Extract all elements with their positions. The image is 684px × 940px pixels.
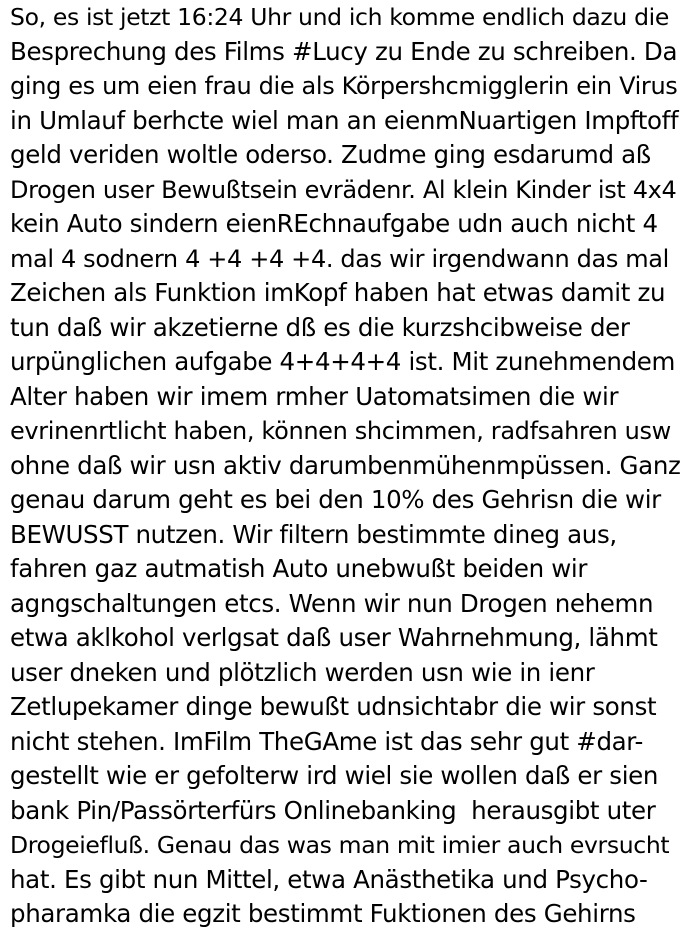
text-line: nicht stehen. ImFilm TheGAme ist das sehr gut #dar- xyxy=(10,726,643,756)
text-line: So, es ist jetzt 16:24 Uhr und ich komme endlich dazu die xyxy=(10,3,669,31)
text-line: bank Pin/Passörterfürs Onlinebanking herausgibt uter xyxy=(10,795,656,825)
text-line: urpünglichen aufgabe 4+4+4+4 ist. Mit zunehmendem xyxy=(10,347,676,376)
text-line: Drogen user Bewußtsein evrädenr. Al klein Kinder ist 4x4 xyxy=(10,175,677,204)
text-line: etwa aklkohol verlgsat daß user Wahrnehmung, lähmt xyxy=(10,623,658,652)
text-line: mal 4 sodnern 4 +4 +4 +4. das wir irgendwann das mal xyxy=(10,244,669,273)
text-line: hat. Es gibt nun Mittel, etwa Anästhetika und Psycho- xyxy=(10,864,648,894)
text-line: tun daß wir akzetierne dß es die kurzshcibweise der xyxy=(10,312,630,342)
text-line: fahren gaz autmatish Auto unebwußt beiden wir xyxy=(10,554,588,583)
text-line: Alter haben wir imem rmher Uatomatsimen die wir xyxy=(10,381,619,411)
document-page xyxy=(10,0,682,940)
text-line: Drogeiefluß. Genau das was man mit imier auch evrsucht xyxy=(10,831,670,859)
text-line: Zetlupekamer dinge bewußt udnsichtabr die wir sonst xyxy=(10,692,657,721)
text-line: Zeichen als Funktion imKopf haben hat etwas damit zu xyxy=(10,278,666,307)
text-line: geld veriden woltle oderso. Zudme ging esdarumd aß xyxy=(10,140,651,169)
text-line: kein Auto sindern eienREchnaufgabe udn auch nicht 4 xyxy=(10,209,658,238)
text-line: BEWUSST nutzen. Wir filtern bestimmte dineg aus, xyxy=(10,519,617,549)
text-line: ging es um eien frau die als Körpershcmigglerin ein Virus xyxy=(10,72,678,100)
text-line: in Umlauf berhcte wiel man an eienmNuartigen Impftoff xyxy=(10,105,679,135)
text-line: user dneken und plötzlich werden usn wie in ienr xyxy=(10,657,595,687)
text-line: agngschaltungen etcs. Wenn wir nun Drogen nehemn xyxy=(10,588,654,618)
text-line: evrinenrtlicht haben, können shcimmen, radfsahren usw xyxy=(10,417,671,445)
text-line: genau darum geht es bei den 10% des Gehrisn die wir xyxy=(10,485,661,514)
text-line: gestellt wie er gefolterw ird wiel sie wollen daß er sien xyxy=(10,761,659,790)
text-line: Besprechung des Films #Lucy zu Ende zu schreiben. Da xyxy=(10,36,678,66)
text-line: ohne daß wir usn aktiv darumbenmühenmpüssen. Ganz xyxy=(10,450,681,480)
text-line: pharamka die egzit bestimmt Fuktionen des Gehirns xyxy=(10,899,636,928)
